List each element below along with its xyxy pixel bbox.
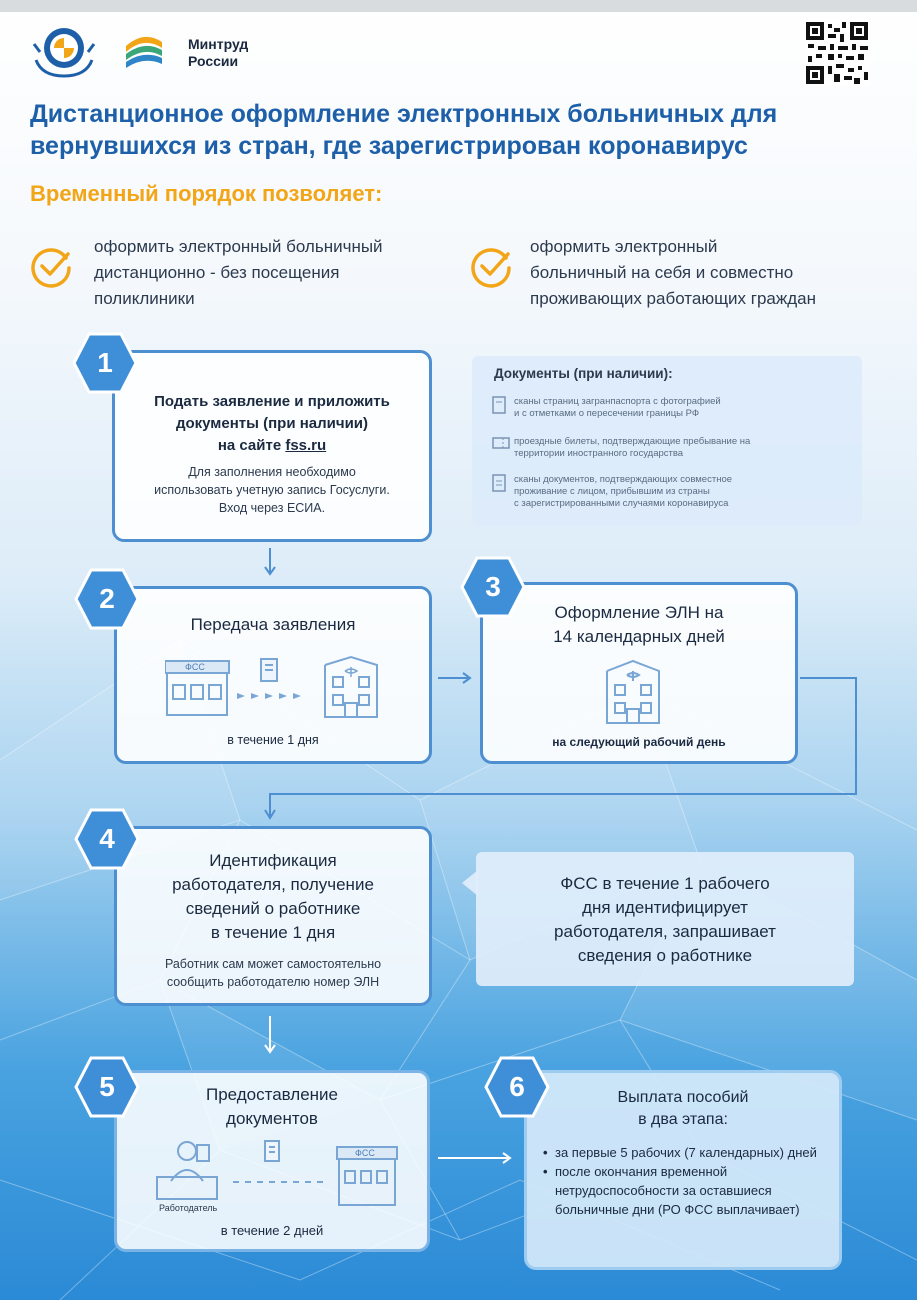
step-footer: на следующий рабочий день (552, 735, 726, 749)
fss-emblem-logo (28, 20, 100, 80)
document-item (492, 474, 832, 510)
doc-line: проездные билеты, подтверждающие пребывание на (514, 436, 751, 447)
callout-line: ФСС в течение 1 рабочего (560, 874, 770, 893)
section-subtitle: Временный порядок позволяет: (30, 181, 383, 206)
step-number: 4 (99, 823, 115, 854)
brand-line: Минтруд (188, 36, 249, 52)
page-title (30, 98, 890, 162)
step-number: 3 (485, 571, 501, 602)
documents-panel (472, 356, 862, 526)
document-icon (492, 474, 506, 492)
brand-line: России (188, 53, 239, 69)
feature-line: оформить электронный (530, 237, 718, 256)
step-number: 1 (97, 347, 113, 378)
step-title-line: 14 календарных дней (553, 627, 725, 646)
feature-line: дистанционно - без посещения (94, 263, 340, 282)
step-title-line: документов (226, 1109, 318, 1128)
step-note-line: Для заполнения необходимо (188, 465, 356, 479)
step-6-badge (484, 1056, 550, 1118)
step-title-line: Подать заявление и приложить (154, 393, 390, 410)
step-title-line: Идентификация (209, 851, 337, 870)
step-4-badge (74, 808, 140, 870)
step-note-line: Вход через ЕСИА. (218, 501, 326, 515)
step-title: Передача заявления (190, 615, 356, 634)
step-title-line: в течение 1 дня (210, 923, 336, 942)
step-title-line: работодателя, получение (172, 875, 374, 894)
title-line: Дистанционное оформление электронных больничных для (30, 100, 778, 128)
passport-icon (492, 396, 506, 414)
step-footer: в течение 1 дня (227, 733, 319, 747)
step-number: 2 (99, 583, 115, 614)
doc-line: территории иностранного государства (514, 448, 684, 459)
check-circle-icon (28, 244, 74, 290)
step-title-line: Выплата пособий (617, 1089, 749, 1106)
feature-line: поликлиники (94, 289, 195, 308)
step-title-line: Предоставление (205, 1085, 339, 1104)
step-title-line: сведений о работнике (185, 899, 361, 918)
doc-line: сканы страниц загранпаспорта с фотографией (514, 396, 721, 407)
mintrud-logo (122, 26, 166, 70)
step-title-line: документы (при наличии) (175, 415, 369, 432)
callout-pointer (462, 870, 478, 896)
step-note-line: сообщить работодателю номер ЭЛН (166, 975, 380, 989)
step-number: 5 (99, 1071, 115, 1102)
title-line: вернувшихся из стран, где зарегистрирован коронавирус (30, 132, 748, 160)
qr-code (804, 20, 870, 86)
step-title-line: в два этапа: (638, 1111, 728, 1128)
connector-arrow-icon (262, 676, 862, 826)
fss-callout (476, 852, 854, 986)
arrow-down-icon (262, 548, 278, 578)
doc-line: и с отметками о пересечении границы РФ (514, 408, 700, 419)
document-item (492, 436, 832, 460)
arrow-right-icon (438, 1150, 514, 1166)
check-circle-icon (468, 244, 514, 290)
callout-line: дня идентифицирует (582, 898, 748, 917)
feature-line: оформить электронный больничный (94, 237, 383, 256)
payment-stages-list (527, 1143, 839, 1219)
doc-line: с зарегистрированными случаями коронавируса (514, 498, 729, 509)
step-number: 6 (509, 1071, 525, 1102)
step-5-badge (74, 1056, 140, 1118)
feature-line: проживающих работающих граждан (530, 289, 817, 308)
step-1-card (112, 350, 432, 542)
fss-sign-label: ФСС (185, 662, 205, 672)
step-note-line: Работник сам может самостоятельно (164, 957, 382, 971)
feature-item (530, 234, 900, 312)
doc-line: сканы документов, подтверждающих совместное (514, 474, 733, 485)
feature-line: больничный на себя и совместно (530, 263, 794, 282)
employer-label: Работодатель (159, 1203, 218, 1213)
step-6-card (524, 1070, 842, 1270)
callout-line: сведения о работнике (577, 946, 753, 965)
brand-name (188, 36, 278, 70)
fss-site-link[interactable]: fss.ru (285, 437, 327, 454)
documents-title: Документы (при наличии): (494, 366, 673, 381)
doc-line: проживание с лицом, прибывшим из страны (514, 486, 710, 497)
step-footer: в течение 2 дней (220, 1223, 324, 1238)
step-3-badge (460, 556, 526, 618)
step-1-badge (72, 332, 138, 394)
step-note-line: использовать учетную запись Госуслуги. (154, 483, 390, 497)
document-item (492, 396, 832, 420)
step-5-card (114, 1070, 430, 1252)
employer-to-fss-illustration (153, 1137, 399, 1213)
list-item: • за первые 5 рабочих (7 календарных) дней (543, 1143, 823, 1162)
step-title-line: Оформление ЭЛН на (554, 603, 724, 622)
site-prefix: на сайте (217, 437, 286, 454)
step-2-badge (74, 568, 140, 630)
callout-line: работодателя, запрашивает (554, 922, 776, 941)
step-4-card (114, 826, 432, 1006)
fss-sign-label: ФСС (355, 1148, 375, 1158)
list-item: • после окончания временной нетрудоспособности за оставшиеся больничные дни (РО ФСС выплачивает) (543, 1162, 823, 1219)
feature-item (94, 234, 454, 312)
ticket-icon (492, 436, 510, 450)
arrow-down-icon (262, 1016, 278, 1056)
